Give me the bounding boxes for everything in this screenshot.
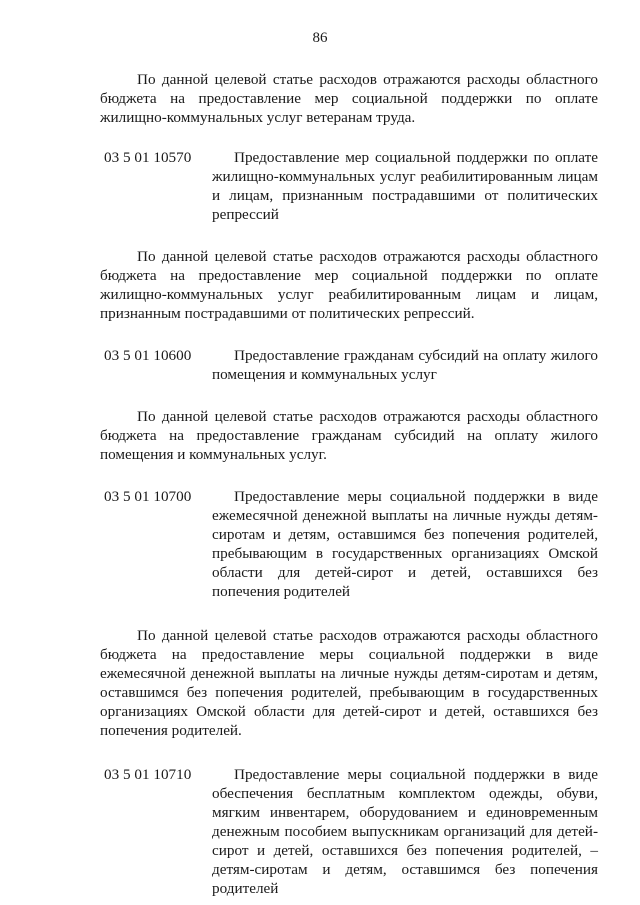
budget-code: 03 5 01 10600 (104, 347, 192, 364)
budget-code: 03 5 01 10710 (104, 766, 192, 783)
paragraph-housing-subsidies: По данной целевой статье расходов отражаются расходы областного бюджета на предоставление гражданам субсидий на оплату жилого помещения и коммунальных услуг. (100, 408, 598, 463)
document-body (100, 70, 598, 898)
budget-entry-10700 (100, 487, 598, 601)
budget-description: Предоставление меры социальной поддержки в виде обеспечения бесплатным комплектом одежды, обуви, мягким инвентарем, оборудованием и единовременным денежным пособием выпускникам организаций для детей-сирот и детей, оставшихся без попечения родителей, – детям-сиротам и детям, оставшимся без попечения родителей (212, 766, 598, 897)
paragraph-veterans-housing: По данной целевой статье расходов отражаются расходы областного бюджета на предоставление мер социальной поддержки по оплате жилищно-коммунальных услуг ветеранам труда. (100, 71, 598, 126)
page-number: 86 (312, 30, 328, 46)
budget-description: Предоставление меры социальной поддержки в виде ежемесячной денежной выплаты на личные нужды детям-сиротам и детям, оставшимся без попечения родителей, пребывающим в государственных организациях Омской области для детей-сирот и детей, оставшихся без попечения родителей (212, 488, 598, 600)
paragraph-rehabilitated-persons: По данной целевой статье расходов отражаются расходы областного бюджета на предоставление мер социальной поддержки по оплате жилищно-коммунальных услуг реабилитированным лицам и лицам, признанным пострадавшими от политических репрессий. (100, 248, 598, 322)
budget-code: 03 5 01 10700 (104, 488, 192, 505)
budget-description: Предоставление мер социальной поддержки по оплате жилищно-коммунальных услуг реабилитированным лицам и лицам, признанным пострадавшими от политических репрессий (212, 149, 598, 223)
budget-description: Предоставление гражданам субсидий на оплату жилого помещения и коммунальных услуг (212, 347, 598, 383)
budget-entry-10600 (100, 346, 598, 384)
paragraph-monthly-payment-orphans: По данной целевой статье расходов отражаются расходы областного бюджета на предоставление меры социальной поддержки в виде ежемесячной денежной выплаты на личные нужды детям-сиротам и детям, оставшимся без попечения родителей, пребывающим в государственных организациях Омской области для детей-сирот и детей, оставшихся без попечения родителей. (100, 627, 598, 739)
budget-code: 03 5 01 10570 (104, 149, 192, 166)
budget-entry-10710 (100, 765, 598, 898)
budget-entry-10570 (100, 148, 598, 224)
